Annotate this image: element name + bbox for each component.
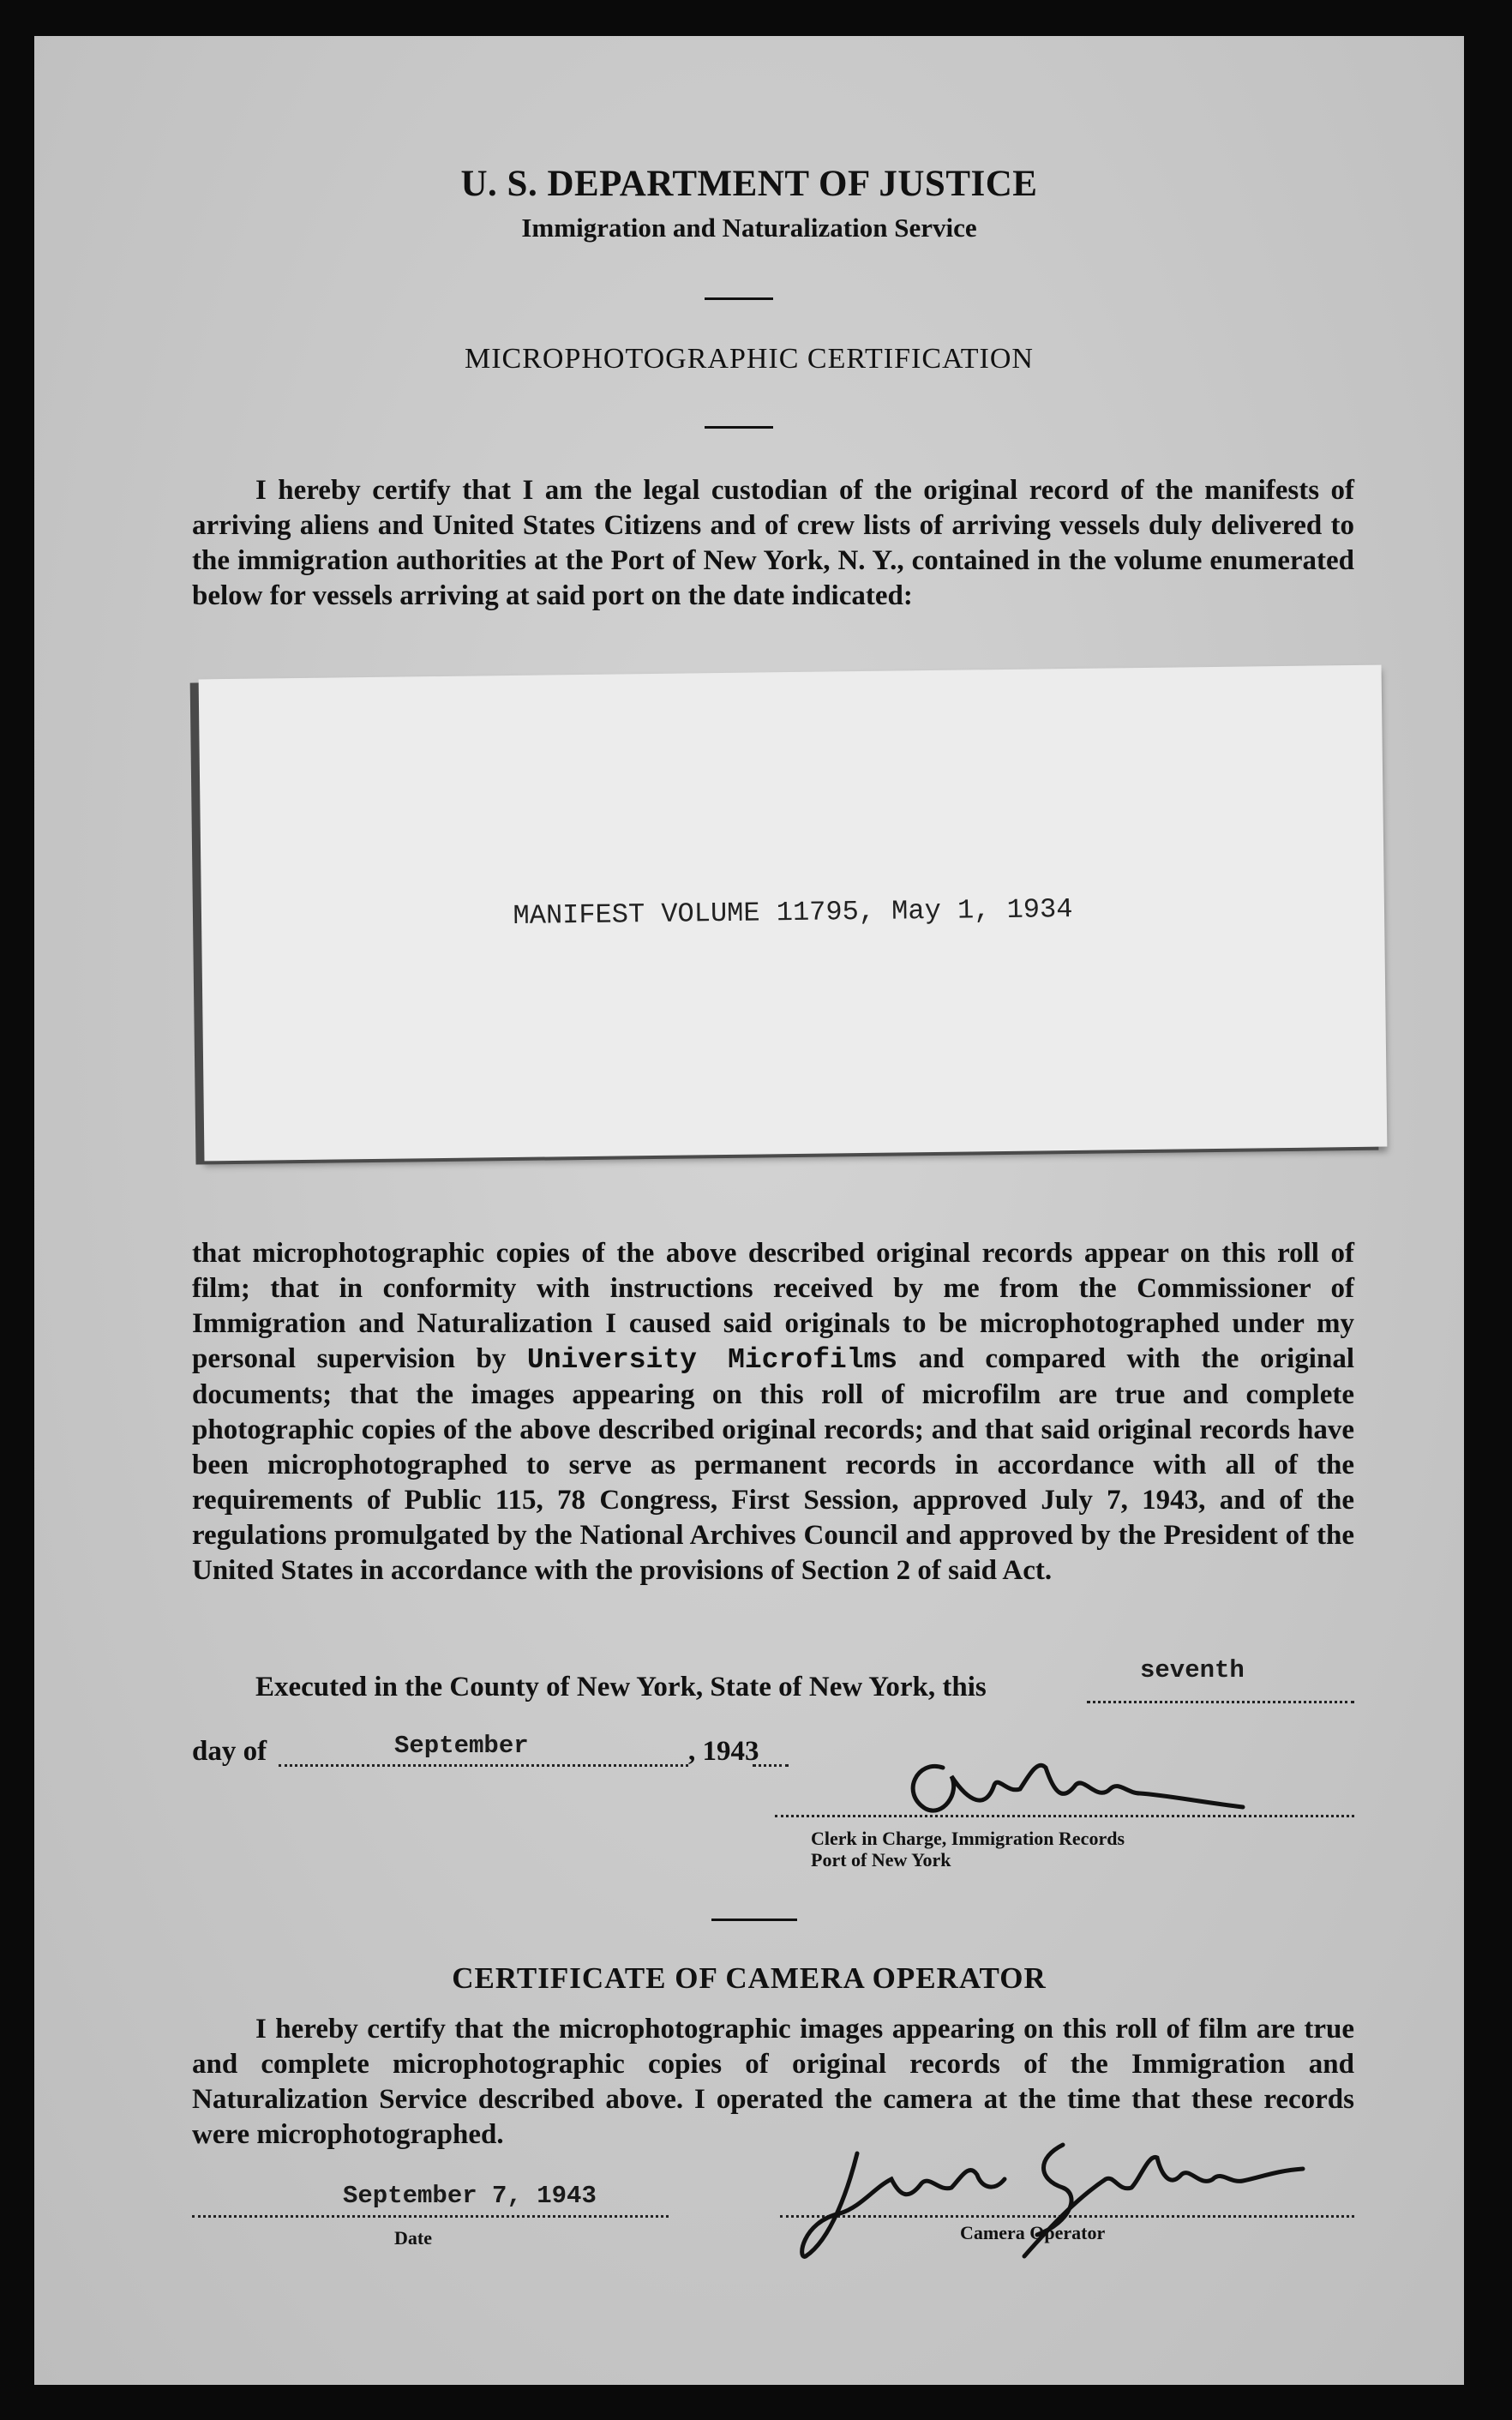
clerk-title-line1: Clerk in Charge, Immigration Records <box>811 1828 1125 1849</box>
intro-paragraph: I hereby certify that I am the legal custodian of the original record of the manifests of arriving aliens and United States Citizens and of crew lists of arriving vessels duly delivered to the immigration authorities at the Port of New York, N. Y., contained in the volume enumerated below for vessels arriving at said port on the date indicated: <box>192 475 1354 611</box>
month-value: September <box>394 1732 529 1760</box>
record-slip-text: MANIFEST VOLUME 11795, May 1, 1934 <box>513 893 1073 932</box>
camera-paragraph: I hereby certify that the microphotographic images appearing on this roll of film are true and complete microphotographic copies of original records of the Immigration and Naturalization Service described above. I operated the camera at the time that these records were microphotographed. <box>192 2014 1354 2150</box>
date-value: September 7, 1943 <box>343 2182 597 2210</box>
body-paragraph <box>192 1236 1354 1588</box>
clerk-title-line2: Port of New York <box>811 1849 951 1871</box>
executed-text: Executed in the County of New York, State of New York, this <box>255 1672 987 1702</box>
camera-operator-heading: CERTIFICATE OF CAMERA OPERATOR <box>452 1961 1047 1995</box>
operator-label: Camera Operator <box>960 2222 1106 2243</box>
divider <box>705 297 773 300</box>
certificate-page <box>34 36 1464 2385</box>
body-part1: that microphotographic copies of the above described original records appear on this roll of film; that in conformity with instructions received by me from the Commissioner of Immigration and Naturalization I caused said originals to be microphotographed under my personal supervision by <box>192 1238 1354 1374</box>
day-of-label: day of <box>192 1736 267 1767</box>
date-fill-line <box>192 2215 669 2218</box>
filmed-by-value: University Microfilms <box>526 1344 898 1376</box>
year-text: , 1943 <box>688 1736 759 1767</box>
day-value: seventh <box>1140 1656 1245 1684</box>
date-label: Date <box>394 2227 432 2249</box>
service-heading: Immigration and Naturalization Service <box>521 213 977 243</box>
certification-title: MICROPHOTOGRAPHIC CERTIFICATION <box>464 343 1034 375</box>
month-fill-line <box>279 1764 688 1767</box>
body-part2: and compared with the original documents; that the images appearing on this roll of microfilm are true and complete photographic copies of the above described original records; and that said original records have been microphotographed to serve as permanent records in accordance with all of the requirements of Public 115, 78 Congress, First Session, approved July 7, 1943, and of the regulations promulgated by the National Archives Council and approved by the President of the United States in accordance with the provisions of Section 2 of said Act. <box>192 1343 1354 1586</box>
clerk-signature <box>891 1742 1260 1828</box>
year-fill-line <box>753 1764 789 1767</box>
record-slip <box>199 665 1388 1162</box>
divider <box>711 1919 797 1921</box>
department-heading: U. S. DEPARTMENT OF JUSTICE <box>460 164 1038 204</box>
day-fill-line <box>1087 1701 1354 1703</box>
divider <box>705 426 773 429</box>
operator-signature <box>780 2128 1311 2273</box>
